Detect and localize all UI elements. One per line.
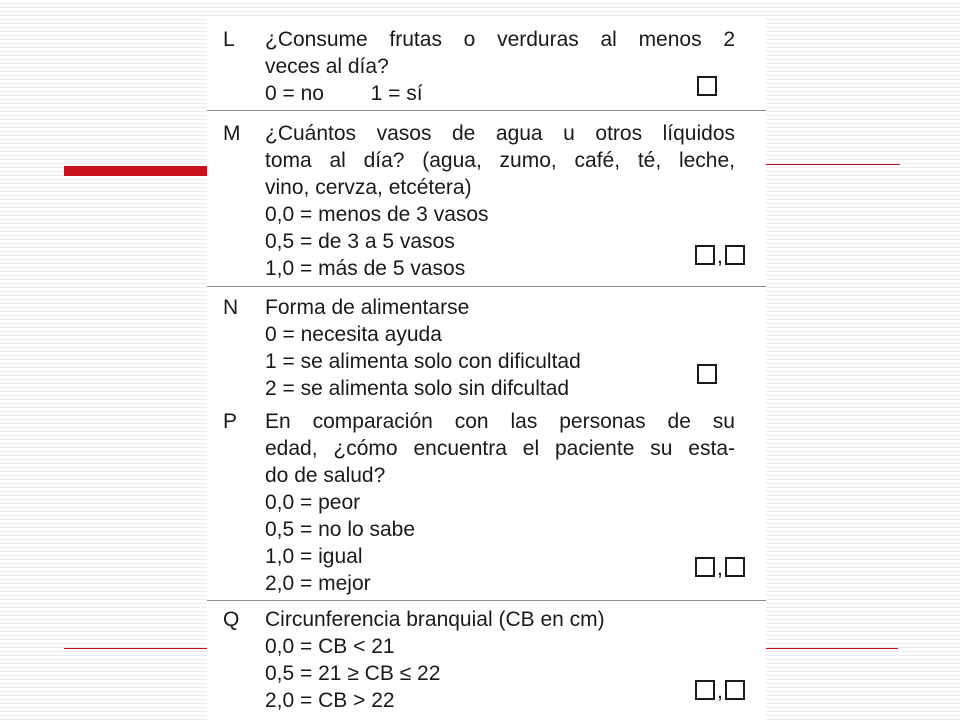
answer-option: 0,0 = CB < 21 (265, 635, 395, 658)
question-line: veces al día? (265, 55, 389, 78)
answer-option: 2,0 = mejor (265, 572, 371, 595)
red-divider-line (762, 648, 898, 649)
checkbox[interactable] (725, 245, 745, 265)
red-divider-line (64, 648, 210, 649)
question-letter: P (223, 410, 238, 433)
decimal-separator: , (717, 557, 723, 580)
checkbox[interactable] (697, 76, 717, 96)
question-text (265, 606, 735, 714)
section-divider (207, 286, 766, 287)
checkbox[interactable] (725, 557, 745, 577)
answer-option: 0,5 = no lo sabe (265, 518, 416, 541)
answer-option: 1 = se alimenta solo con dificultad (265, 350, 581, 373)
answer-option: 0,0 = peor (265, 491, 361, 514)
question-line: En comparación con las personas de su (265, 410, 735, 433)
question-text (265, 408, 735, 597)
question-letter: M (223, 122, 241, 145)
answer-option: 1,0 = más de 5 vasos (265, 257, 466, 280)
checkbox[interactable] (725, 680, 745, 700)
answer-option: 0,5 = 21 ≥ CB ≤ 22 (265, 662, 441, 685)
answer-boxes (697, 76, 717, 96)
checkbox[interactable] (695, 245, 715, 265)
question-line: vino, cervza, etcétera) (265, 176, 472, 199)
red-accent-bar (64, 166, 210, 176)
answer-boxes (695, 245, 745, 268)
answer-option: 0 = no 1 = sí (265, 82, 423, 105)
checkbox[interactable] (695, 680, 715, 700)
question-line: toma al día? (agua, zumo, café, té, leche, (265, 149, 735, 172)
question-text (265, 120, 735, 282)
answer-boxes (697, 364, 717, 384)
section-divider (207, 110, 766, 111)
answer-option: 1,0 = igual (265, 545, 363, 568)
question-letter: L (223, 28, 235, 51)
answer-boxes (695, 680, 745, 703)
question-letter: N (223, 296, 239, 319)
decimal-separator: , (717, 245, 723, 268)
answer-option: 0,0 = menos de 3 vasos (265, 203, 489, 226)
question-line: ¿Cuántos vasos de agua u otros líquidos (265, 122, 735, 145)
checkbox[interactable] (695, 557, 715, 577)
question-line: ¿Consume frutas o verduras al menos 2 (265, 28, 735, 51)
question-text (265, 294, 735, 402)
question-line: do de salud? (265, 464, 386, 487)
question-letter: Q (223, 608, 240, 631)
answer-option: 2,0 = CB > 22 (265, 689, 395, 712)
answer-boxes (695, 557, 745, 580)
question-text (265, 26, 735, 107)
answer-option: 0 = necesita ayuda (265, 323, 442, 346)
question-line: Forma de alimentarse (265, 296, 470, 319)
answer-option: 0,5 = de 3 a 5 vasos (265, 230, 455, 253)
question-line: edad, ¿cómo encuentra el paciente su esta- (265, 437, 735, 460)
question-line: Circunferencia branquial (CB en cm) (265, 608, 605, 631)
section-divider (207, 600, 766, 601)
checkbox[interactable] (697, 364, 717, 384)
answer-option: 2 = se alimenta solo sin difcultad (265, 377, 570, 400)
questionnaire-page (207, 16, 766, 720)
red-divider-line (762, 164, 900, 165)
decimal-separator: , (717, 680, 723, 703)
